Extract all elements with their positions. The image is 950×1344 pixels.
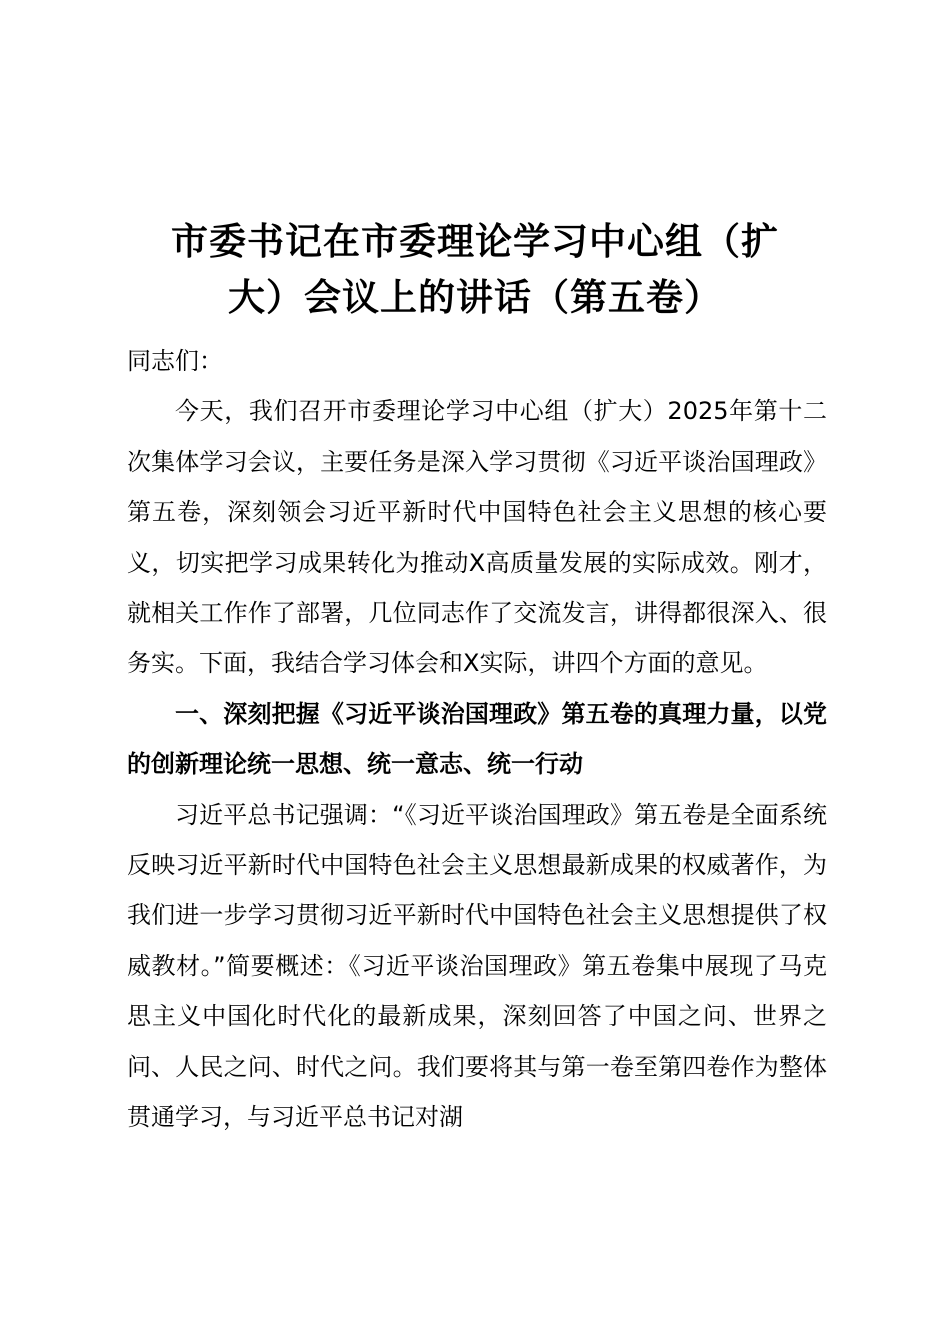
salutation: 同志们： bbox=[127, 347, 223, 375]
paragraph-2: 习近平总书记强调：“《习近平谈治国理政》第五卷是全面系统反映习近平新时代中国特色社会主义思想最新成果的权威著作，为我们进一步学习贯彻习近平新时代中国特色社会主义思想提供了权威教材。”简要概述：《习近平谈治国理政》第五卷集中展现了马克思主义中国化时代化的最新成果，深刻回答了中国之问、世界之问、人民之问、时代之问。我们要将其与第一卷至第四卷作为整体贯通学习，与习近平总书记对湖 bbox=[127, 800, 827, 1132]
paragraph-1: 今天，我们召开市委理论学习中心组（扩大）2025年第十二次集体学习会议，主要任务是深入学习贯彻《习近平谈治国理政》第五卷，深刻领会习近平新时代中国特色社会主义思想的核心要义，切实把学习成果转化为推动X高质量发展的实际成效。刚才，就相关工作作了部署，几位同志作了交流发言，讲得都很深入、很务实。下面，我结合学习体会和X实际，讲四个方面的意见。 bbox=[127, 397, 827, 678]
title-line-1: 市委书记在市委理论学习中心组（扩 bbox=[171, 218, 779, 263]
document-body bbox=[127, 336, 827, 1143]
section-heading-1: 一、深刻把握《习近平谈治国理政》第五卷的真理力量，以党的创新理论统一思想、统一意志、统一行动 bbox=[127, 699, 827, 779]
document-title bbox=[110, 213, 840, 325]
title-line-2: 大）会议上的讲话（第五卷） bbox=[228, 274, 722, 319]
